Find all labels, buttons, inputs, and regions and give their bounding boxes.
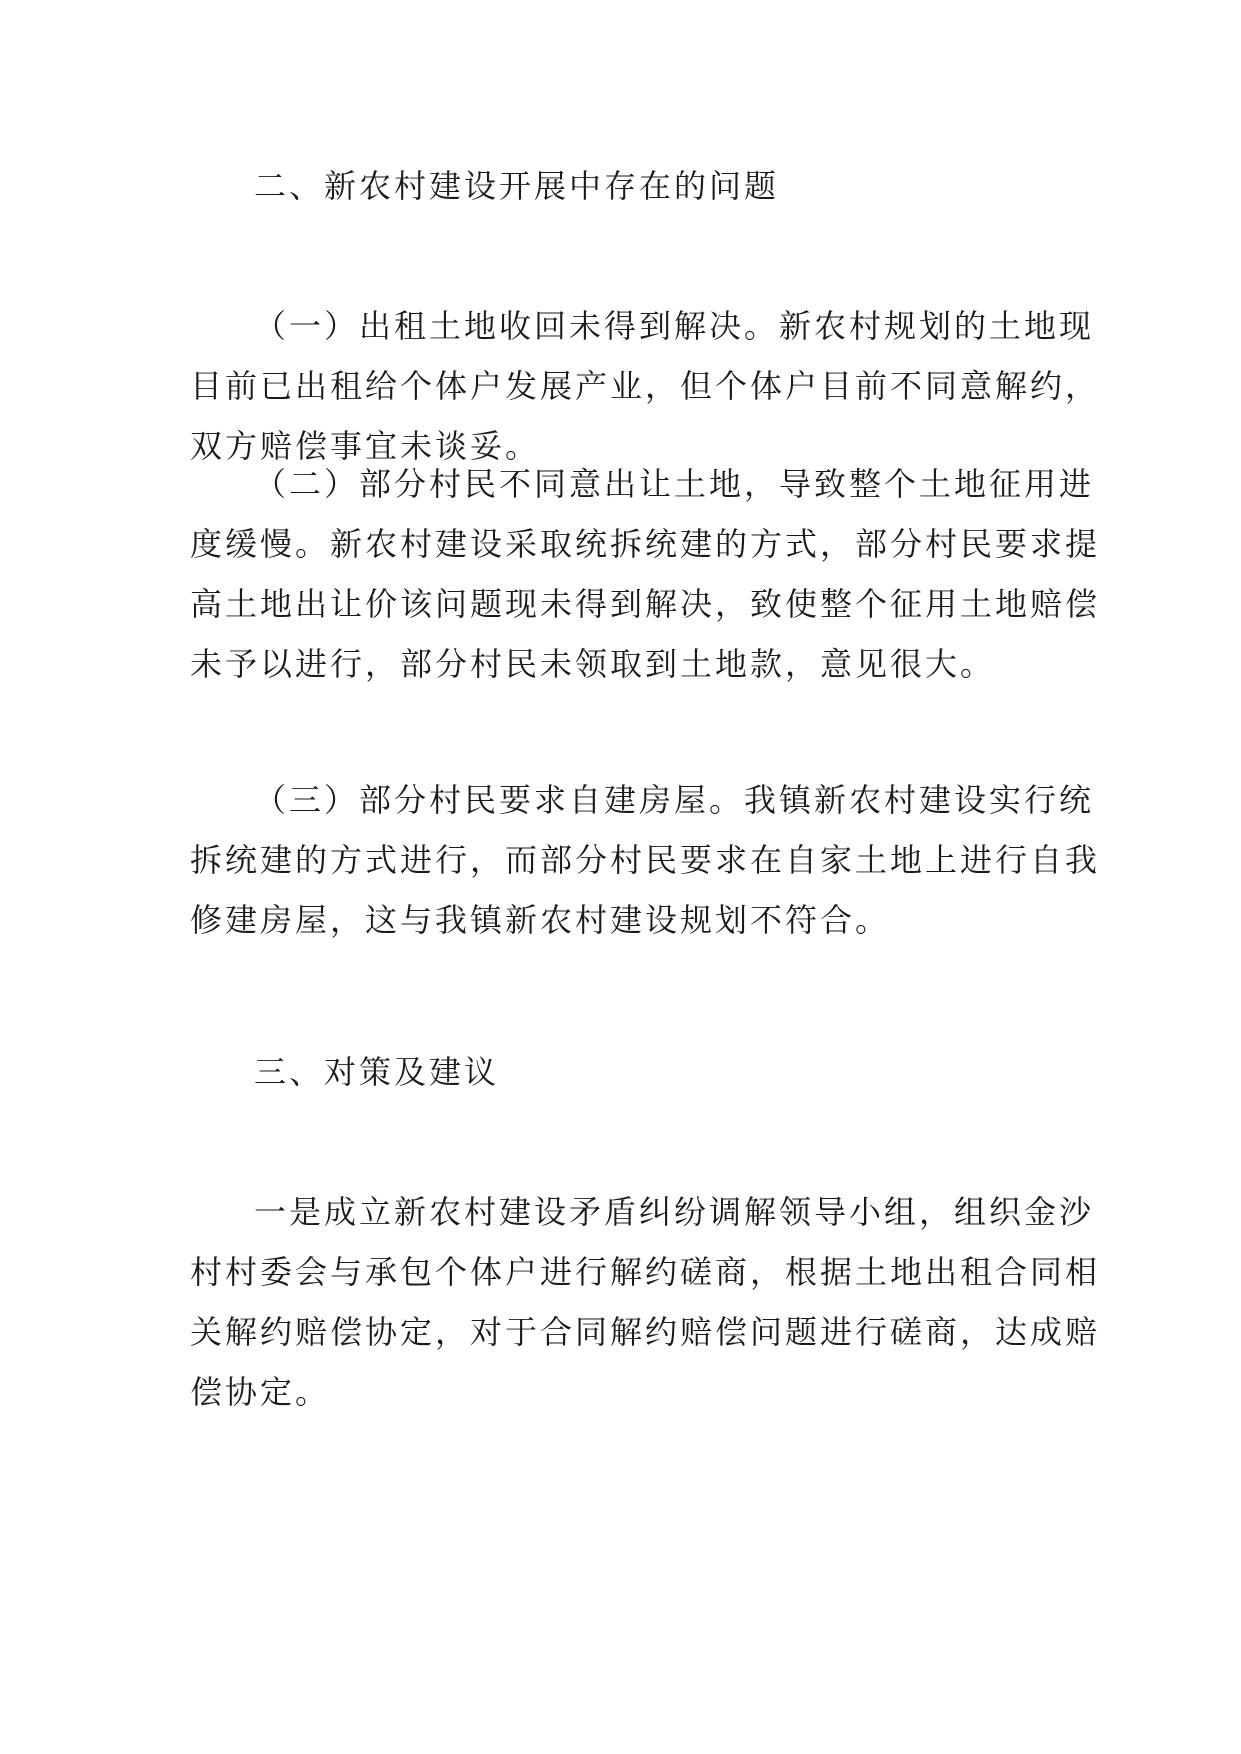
paragraph-line: 一是成立新农村建设矛盾纠纷调解领导小组，组织金沙: [254, 1193, 1095, 1231]
paragraph-line: （二）部分村民不同意出让土地，导致整个土地征用进: [254, 465, 1095, 503]
paragraph-line: 拆统建的方式进行，而部分村民要求在自家土地上进行自我: [190, 841, 1101, 879]
section-2-paragraph-2: [190, 454, 1101, 694]
paragraph-line: 修建房屋，这与我镇新农村建设规划不符合。: [190, 901, 891, 939]
section-3-heading: 三、对策及建议: [254, 1053, 500, 1091]
paragraph-line: 关解约赔偿协定，对于合同解约赔偿问题进行磋商，达成赔: [190, 1313, 1101, 1351]
paragraph-line: 村村委会与承包个体户进行解约磋商，根据土地出租合同相: [190, 1253, 1101, 1291]
section-2-heading: 二、新农村建设开展中存在的问题: [254, 167, 780, 205]
paragraph-line: 双方赔偿事宜未谈妥。: [190, 427, 541, 465]
section-3-paragraph-1: [190, 1182, 1101, 1422]
paragraph-line: （一）出租土地收回未得到解决。新农村规划的土地现: [254, 307, 1095, 345]
paragraph-line: 偿协定。: [190, 1373, 331, 1411]
section-2-paragraph-1: [190, 296, 1101, 476]
paragraph-line: 目前已出租给个体户发展产业，但个体户目前不同意解约，: [190, 367, 1101, 405]
paragraph-line: 高土地出让价该问题现未得到解决，致使整个征用土地赔偿: [190, 585, 1101, 623]
paragraph-line: 未予以进行，部分村民未领取到土地款，意见很大。: [190, 645, 996, 683]
paragraph-line: 度缓慢。新农村建设采取统拆统建的方式，部分村民要求提: [190, 525, 1101, 563]
section-2-paragraph-3: [190, 770, 1101, 950]
paragraph-line: （三）部分村民要求自建房屋。我镇新农村建设实行统: [254, 781, 1095, 819]
